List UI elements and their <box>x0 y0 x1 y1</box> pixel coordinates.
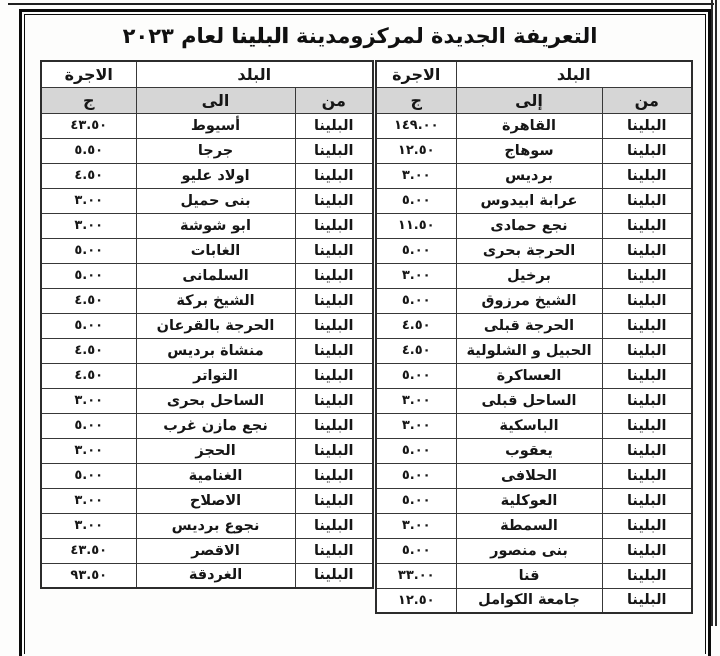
page-title-emphasis: البلينا <box>231 24 289 48</box>
fare-cell: ٣.٠٠ <box>41 513 136 538</box>
fare-cell: ٣.٠٠ <box>41 388 136 413</box>
to-cell: القاهرة <box>456 113 602 138</box>
fare-table-right <box>375 60 693 614</box>
to-cell: نجع مازن غرب <box>136 413 295 438</box>
table-row <box>41 463 373 488</box>
fare-group-header: الاجرة <box>41 61 136 87</box>
table-row <box>376 263 692 288</box>
table-row <box>41 413 373 438</box>
from-cell: البلينا <box>602 588 692 613</box>
table-row <box>376 588 692 613</box>
table-row <box>41 163 373 188</box>
to-cell: الشيخ بركة <box>136 288 295 313</box>
table-row <box>376 488 692 513</box>
table-row <box>376 213 692 238</box>
fare-cell: ٣.٠٠ <box>376 263 456 288</box>
fare-cell: ٤.٥٠ <box>376 338 456 363</box>
from-cell: البلينا <box>602 338 692 363</box>
from-cell: البلينا <box>602 238 692 263</box>
to-cell: جامعة الكوامل <box>456 588 602 613</box>
col-header-from: من <box>295 87 373 113</box>
table-row <box>376 338 692 363</box>
to-cell: نجوع برديس <box>136 513 295 538</box>
to-cell: اولاد عليو <box>136 163 295 188</box>
to-cell: الحبيل و الشلولية <box>456 338 602 363</box>
table-row <box>376 538 692 563</box>
from-cell: البلينا <box>295 113 373 138</box>
table-row <box>41 188 373 213</box>
fare-cell: ٤.٥٠ <box>41 363 136 388</box>
from-cell: البلينا <box>295 338 373 363</box>
fare-cell: ٣.٠٠ <box>376 388 456 413</box>
fare-cell: ٥.٠٠ <box>376 488 456 513</box>
from-cell: البلينا <box>295 213 373 238</box>
from-cell: البلينا <box>602 263 692 288</box>
fare-cell: ٣.٠٠ <box>41 438 136 463</box>
table-row <box>41 138 373 163</box>
table-row <box>376 188 692 213</box>
to-cell: عرابة ابيدوس <box>456 188 602 213</box>
from-cell: البلينا <box>602 288 692 313</box>
group-header-row <box>41 61 373 87</box>
to-cell: يعقوب <box>456 438 602 463</box>
fare-cell: ٣٣.٠٠ <box>376 563 456 588</box>
table-row <box>41 288 373 313</box>
column-header-row <box>376 87 692 113</box>
table-row <box>41 388 373 413</box>
column-header-row <box>41 87 373 113</box>
group-header-row <box>376 61 692 87</box>
from-cell: البلينا <box>602 363 692 388</box>
fare-cell: ٥.٠٠ <box>376 238 456 263</box>
to-cell: الغردقة <box>136 563 295 588</box>
table-row <box>376 388 692 413</box>
to-cell: برديس <box>456 163 602 188</box>
table-row <box>376 288 692 313</box>
to-cell: السمطة <box>456 513 602 538</box>
scan-top-rule <box>8 3 714 5</box>
to-cell: الحجز <box>136 438 295 463</box>
from-cell: البلينا <box>295 438 373 463</box>
table-row <box>376 238 692 263</box>
table-row <box>376 513 692 538</box>
fare-cell: ٥.٠٠ <box>376 438 456 463</box>
to-cell: الاقصر <box>136 538 295 563</box>
table-row <box>41 538 373 563</box>
to-cell: بنى حميل <box>136 188 295 213</box>
to-cell: الحرجة قبلى <box>456 313 602 338</box>
fare-cell: ٤.٥٠ <box>376 313 456 338</box>
from-cell: البلينا <box>602 163 692 188</box>
from-cell: البلينا <box>295 163 373 188</box>
fare-cell: ٤.٥٠ <box>41 163 136 188</box>
fare-cell: ١١.٥٠ <box>376 213 456 238</box>
to-cell: أسيوط <box>136 113 295 138</box>
fare-table-left <box>40 60 374 589</box>
from-cell: البلينا <box>295 463 373 488</box>
country-group-header: البلد <box>456 61 692 87</box>
fare-cell: ١٢.٥٠ <box>376 138 456 163</box>
fare-cell: ٥.٠٠ <box>376 538 456 563</box>
from-cell: البلينا <box>295 138 373 163</box>
fare-cell: ٩٣.٥٠ <box>41 563 136 588</box>
page-title <box>0 20 720 52</box>
table-row <box>41 263 373 288</box>
table-row <box>376 313 692 338</box>
from-cell: البلينا <box>295 513 373 538</box>
fare-cell: ٤.٥٠ <box>41 288 136 313</box>
from-cell: البلينا <box>295 388 373 413</box>
from-cell: البلينا <box>602 313 692 338</box>
table-row <box>376 113 692 138</box>
fare-cell: ٤٣.٥٠ <box>41 113 136 138</box>
fare-cell: ٣.٠٠ <box>376 513 456 538</box>
to-cell: الساحل بحرى <box>136 388 295 413</box>
from-cell: البلينا <box>295 288 373 313</box>
from-cell: البلينا <box>295 188 373 213</box>
from-cell: البلينا <box>602 188 692 213</box>
to-cell: سوهاج <box>456 138 602 163</box>
fare-cell: ٣.٠٠ <box>41 188 136 213</box>
to-cell: جرجا <box>136 138 295 163</box>
fare-cell: ٤.٥٠ <box>41 338 136 363</box>
col-header-to: إلى <box>456 87 602 113</box>
col-header-from: من <box>602 87 692 113</box>
to-cell: السلمانى <box>136 263 295 288</box>
from-cell: البلينا <box>295 363 373 388</box>
to-cell: قنا <box>456 563 602 588</box>
fare-cell: ٥.٠٠ <box>41 413 136 438</box>
from-cell: البلينا <box>602 463 692 488</box>
fare-cell: ٣.٠٠ <box>41 213 136 238</box>
table-row <box>376 413 692 438</box>
fare-cell: ٥.٠٠ <box>41 263 136 288</box>
table-row <box>376 363 692 388</box>
from-cell: البلينا <box>295 563 373 588</box>
fare-cell: ٤٣.٥٠ <box>41 538 136 563</box>
to-cell: التواتر <box>136 363 295 388</box>
fare-cell: ٥.٠٠ <box>376 188 456 213</box>
table-row <box>376 138 692 163</box>
page-title-suffix: لعام ٢٠٢٣ <box>122 24 232 48</box>
from-cell: البلينا <box>602 488 692 513</box>
to-cell: الحرجة بالقرعان <box>136 313 295 338</box>
fare-cell: ٥.٠٠ <box>376 363 456 388</box>
to-cell: الاصلاح <box>136 488 295 513</box>
table-row <box>41 363 373 388</box>
from-cell: البلينا <box>602 138 692 163</box>
table-row <box>41 488 373 513</box>
table-row <box>41 238 373 263</box>
from-cell: البلينا <box>295 238 373 263</box>
table-row <box>376 438 692 463</box>
from-cell: البلينا <box>602 213 692 238</box>
from-cell: البلينا <box>602 438 692 463</box>
from-cell: البلينا <box>602 388 692 413</box>
table-row <box>41 213 373 238</box>
table-row <box>41 563 373 588</box>
to-cell: العوكلية <box>456 488 602 513</box>
to-cell: الغنامية <box>136 463 295 488</box>
to-cell: الحلافى <box>456 463 602 488</box>
page-title-prefix: التعريفة الجديدة لمركزومدينة <box>288 24 598 48</box>
to-cell: برخيل <box>456 263 602 288</box>
from-cell: البلينا <box>602 538 692 563</box>
table-row <box>41 438 373 463</box>
fare-cell: ٥.٠٠ <box>41 238 136 263</box>
from-cell: البلينا <box>295 488 373 513</box>
to-cell: الحرجة بحرى <box>456 238 602 263</box>
to-cell: الشيخ مرزوق <box>456 288 602 313</box>
table-row <box>376 463 692 488</box>
to-cell: الباسكية <box>456 413 602 438</box>
from-cell: البلينا <box>295 263 373 288</box>
to-cell: بنى منصور <box>456 538 602 563</box>
col-header-fare-unit: ج <box>376 87 456 113</box>
table-row <box>41 338 373 363</box>
from-cell: البلينا <box>602 563 692 588</box>
fare-cell: ٣.٠٠ <box>41 488 136 513</box>
to-cell: منشاة برديس <box>136 338 295 363</box>
from-cell: البلينا <box>602 513 692 538</box>
fare-group-header: الاجرة <box>376 61 456 87</box>
fare-cell: ٣.٠٠ <box>376 163 456 188</box>
table-row <box>41 513 373 538</box>
country-group-header: البلد <box>136 61 373 87</box>
to-cell: العساكرة <box>456 363 602 388</box>
fare-cell: ١٢.٥٠ <box>376 588 456 613</box>
col-header-to: الى <box>136 87 295 113</box>
col-header-fare-unit: ج <box>41 87 136 113</box>
to-cell: نجع حمادى <box>456 213 602 238</box>
from-cell: البلينا <box>295 538 373 563</box>
table-row <box>41 113 373 138</box>
fare-cell: ١٤٩.٠٠ <box>376 113 456 138</box>
fare-cell: ٥.٠٠ <box>41 463 136 488</box>
to-cell: الساحل قبلى <box>456 388 602 413</box>
to-cell: الغابات <box>136 238 295 263</box>
table-row <box>41 313 373 338</box>
from-cell: البلينا <box>295 313 373 338</box>
table-row <box>376 563 692 588</box>
fare-cell: ٥.٠٠ <box>376 288 456 313</box>
fare-cell: ٥.٠٠ <box>376 463 456 488</box>
from-cell: البلينا <box>295 413 373 438</box>
fare-cell: ٥.٥٠ <box>41 138 136 163</box>
scan-right-edge-rule <box>711 0 713 626</box>
table-row <box>376 163 692 188</box>
to-cell: ابو شوشة <box>136 213 295 238</box>
from-cell: البلينا <box>602 113 692 138</box>
from-cell: البلينا <box>602 413 692 438</box>
fare-cell: ٥.٠٠ <box>41 313 136 338</box>
fare-cell: ٣.٠٠ <box>376 413 456 438</box>
